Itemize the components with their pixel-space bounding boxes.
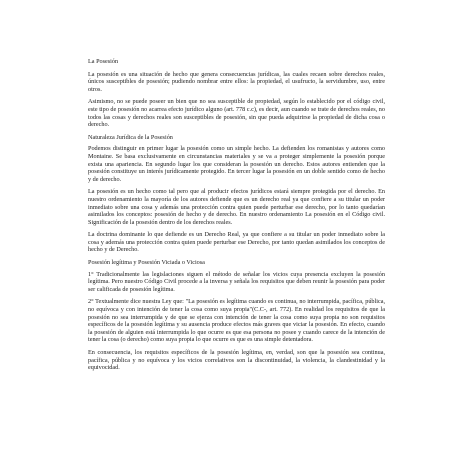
paragraph-dominant-doctrine: La doctrina dominante lo que defiende es un Derecho Real, ya que confiere a su titular un poder inmediato sobre la cosa y además una protección contra quien puede perturbar ese Derecho, por tanto quedan asimilados los conceptos de hecho y de Derecho. [88,231,385,254]
paragraph-real-right: La posesión es un hecho como tal pero que al producir efectos jurídicos estará siempre protegida por el derecho. En nuestro ordenamiento la mayoría de los autores defiende que es un derecho real ya que confiere a su titular un poder inmediato sobre una cosa y además una protección contra quien puede perturbar ese derecho, por lo tanto quedarían asimilados los conceptos: posesión de hecho y de derecho. En nuestro ordenamiento La posesión en el Código civil. Significación de la posesión dentro de los derechos reales. [88,188,385,226]
heading-legal-nature: Naturaleza Jurídica de la Posesión [88,133,173,141]
paragraph-susceptibility: Asimismo, no se puede poseer un bien que no sea susceptible de propiedad, según lo establecido por el código civil, este tipo de posesión no acarrea efecto jurídico alguno (art. 778 c.c), es decir, aun cuando se trate de derechos reales, no todos las cosas y derechos reales son susceptibles de posesión, sin que pueda adquirirse la propiedad de dicha cosa o derecho. [88,98,385,129]
paragraph-doctrines: Podemos distinguir en primer lugar la posesión como un simple hecho. La defienden los romanistas y autores como Montaine. Se basa exclusivamente en circunstancias materiales y se va a proteger simplemente la posesión porque exista una apariencia. En segundo lugar los que consideran la posesión un derecho. Estos autores entienden que la posesión constituye un interés jurídicamente protegido. En tercer lugar la posesión en un doble sentido como de hecho y de derecho. [88,145,385,183]
paragraph-law-text: 2° Textualmente dice nuestra Ley que: "La posesión es legítima cuando es continua, no interrumpida, pacífica, pública, no equívoca y con intención de tener la cosa como suya propia"(C.C-, art. 772). En realidad los requisitos de que la posesión no sea interrumpida y de que se ejerza con intención de tener la cosa como suya propia no son requisitos específicos de la posesión legítima y su ausencia produce efectos más graves que viciar la posesión. En efecto, cuando la posesión de alguien está interrumpida lo que ocurre es que esa persona no posee y cuando carece de la intención de tener la cosa (o derecho) como suya propia lo que ocurre es que es una simple detentadora. [88,298,385,344]
paragraph-definition: La posesión es una situación de hecho que genera consecuencias jurídicas, las cuales recaen sobre derechos reales, únicos susceptibles de posesión; pudiendo nombrar entre ellos: la propiedad, el usufructo, la servidumbre, uso, entre otros. [88,70,385,93]
paragraph-traditional-method: 1° Tradicionalmente las legislaciones siguen el método de señalar los vicios cuya presencia excluyen la posesión legítima. Pero nuestro Código Civil procede a la inversa y señala los requisitos que deben reunir la posesión para poder ser calificada de posesión legítima. [88,270,385,293]
paragraph-conclusion: En consecuencia, los requisitos específicos de la posesión legítima, en, verdad, son que la posesión sea continua, pacífica, pública y no equívoca y los vicios correlativos son la discontinuidad, la violencia, la clandestinidad y la equivocidad. [88,349,385,372]
document-title: La Posesión [88,58,119,65]
heading-legitimate-possession: Posesión legítima y Posesión Viciada o Viciosa [88,259,205,267]
